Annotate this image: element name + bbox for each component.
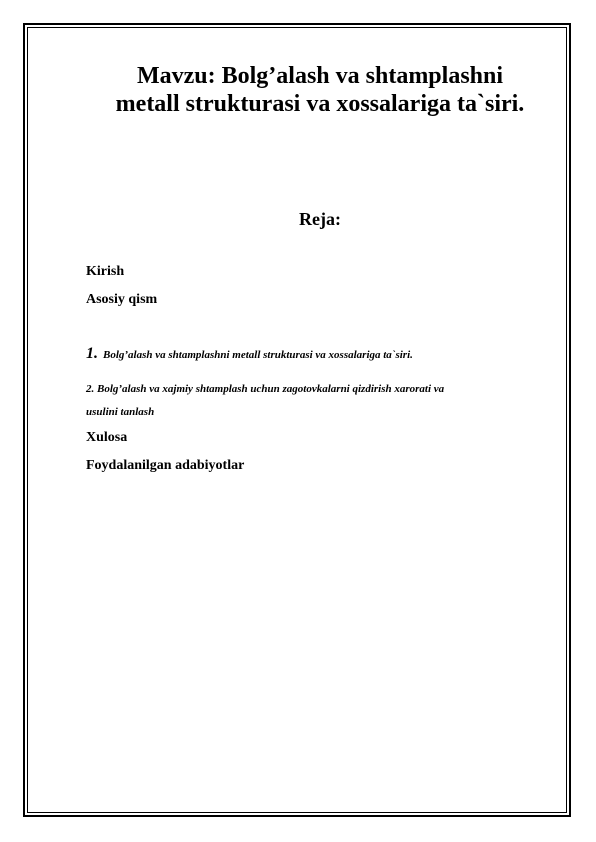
document-title [60, 62, 580, 118]
plan-heading: Reja: [299, 209, 341, 229]
title-line-1: Mavzu: Bolg’alash va shtamplashni [136, 63, 504, 89]
plan-item-1-number: 1. [86, 345, 98, 362]
plan-item-main-part: Asosiy qism [86, 292, 158, 307]
plan-item-1-text: Bolg’alash va shtamplashni metall strukturasi va xossalariga ta`siri. [103, 349, 413, 361]
plan-item-2-line-2: usulini tanlash [86, 406, 155, 418]
plan-item-references: Foydalanilgan adabiyotlar [86, 458, 245, 473]
plan-item-intro: Kirish [86, 264, 125, 279]
plan-item-conclusion: Xulosa [86, 430, 128, 445]
page-border-inner [27, 27, 567, 813]
plan-item-1 [86, 345, 413, 363]
plan-item-2-line-1: 2. Bolg’alash va xajmiy shtamplash uchun zagotovkalarni qizdirish xarorati va [86, 383, 445, 395]
title-line-2: metall strukturasi va xossalariga ta`siri. [115, 91, 525, 117]
